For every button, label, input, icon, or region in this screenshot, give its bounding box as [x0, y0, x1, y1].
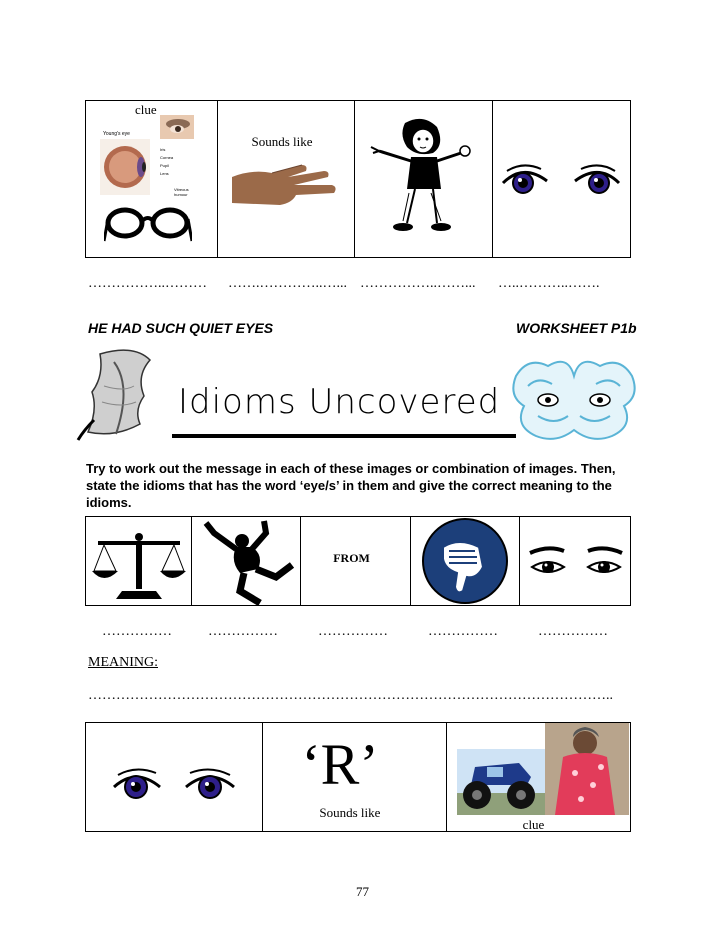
girl-pointing-cartoon: [367, 117, 479, 235]
from-label: FROM: [333, 551, 370, 565]
row2-grid: [85, 516, 631, 606]
eyes-icon-large: [110, 765, 238, 805]
diagram-label-vitreous: Vitreous humour: [174, 187, 189, 197]
narrow-eyes-icon: [528, 545, 624, 581]
row3-sounds-like-label: Sounds like: [319, 805, 381, 820]
row2-answer-line-3[interactable]: ……………: [318, 624, 388, 639]
row2-cell-scales: [86, 517, 192, 605]
diagram-label-lens: Lens: [160, 171, 169, 176]
row1-answer-line-3[interactable]: ……………..……...: [360, 276, 476, 291]
row1-cell-eyes: [493, 101, 630, 257]
row3-cell-r: [263, 723, 446, 831]
monster-truck-image: [457, 749, 545, 815]
glasses-icon: [104, 205, 192, 245]
big-letter-r: ‘R’: [301, 732, 379, 797]
row1-cell-clue: [86, 101, 218, 257]
meaning-label: MEANING:: [88, 655, 158, 670]
balance-scales-icon: [92, 531, 186, 601]
diagram-label-iris: Iris: [160, 147, 166, 152]
worksheet-idiom-title: HE HAD SUCH QUIET EYES: [88, 320, 274, 336]
eyes-icon: [499, 161, 623, 201]
diagram-label-pupil: Pupil: [160, 163, 169, 168]
instructions-text: Try to work out the message in each of these images or combination of images. Then, state the idioms that has the word ‘eye/s’ in them and give the correct meaning to the idioms.: [86, 461, 616, 510]
row3-grid: [85, 722, 631, 832]
banner-underline: [172, 434, 516, 438]
row2-answer-line-2[interactable]: ……………: [208, 624, 278, 639]
hand-three-fingers-icon: [232, 163, 340, 209]
row1-answer-line-2[interactable]: …….…………..…...: [228, 276, 347, 291]
woman-in-red-dress-image: [545, 723, 629, 815]
pointing-finger-icon: [419, 517, 511, 605]
sounds-like-label: Sounds like: [251, 134, 313, 149]
row2-cell-eyes: [520, 517, 630, 605]
eye-anatomy-diagram: [100, 131, 200, 199]
row1-cell-girl: [355, 101, 493, 257]
row2-answer-line-4[interactable]: ……………: [428, 624, 498, 639]
eye-cross-section-icon: [100, 139, 150, 195]
row2-cell-falling-man: [192, 517, 302, 605]
diagram-label-cornea: Cornea: [160, 155, 174, 160]
ornate-eyes-decoration: [508, 356, 640, 444]
meaning-answer-line[interactable]: …………………………………………………………………………………………………..: [88, 688, 613, 703]
row2-answer-line-5[interactable]: ……………: [538, 624, 608, 639]
row2-answer-line-1[interactable]: ……………: [102, 624, 172, 639]
quill-scroll-icon: [74, 346, 158, 442]
page-number: 77: [356, 884, 369, 899]
row3-clue-label: clue: [522, 817, 545, 831]
falling-man-silhouette: [200, 519, 296, 605]
row3-cell-clue: [447, 723, 630, 831]
row2-cell-from: [301, 517, 411, 605]
row1-grid: [85, 100, 631, 258]
row3-cell-eyes: [86, 723, 263, 831]
row1-answer-line-4[interactable]: …..………..…….: [498, 276, 600, 291]
row2-cell-pointing-hand: [411, 517, 521, 605]
clue-label: clue: [135, 102, 157, 117]
worksheet-code: WORKSHEET P1b: [516, 320, 637, 336]
banner-title: Idioms Uncovered: [178, 382, 501, 422]
row1-cell-sounds-like: [218, 101, 356, 257]
row1-answer-line-1[interactable]: ……………..………: [88, 276, 207, 291]
diagram-title: Young's eye: [103, 131, 130, 137]
